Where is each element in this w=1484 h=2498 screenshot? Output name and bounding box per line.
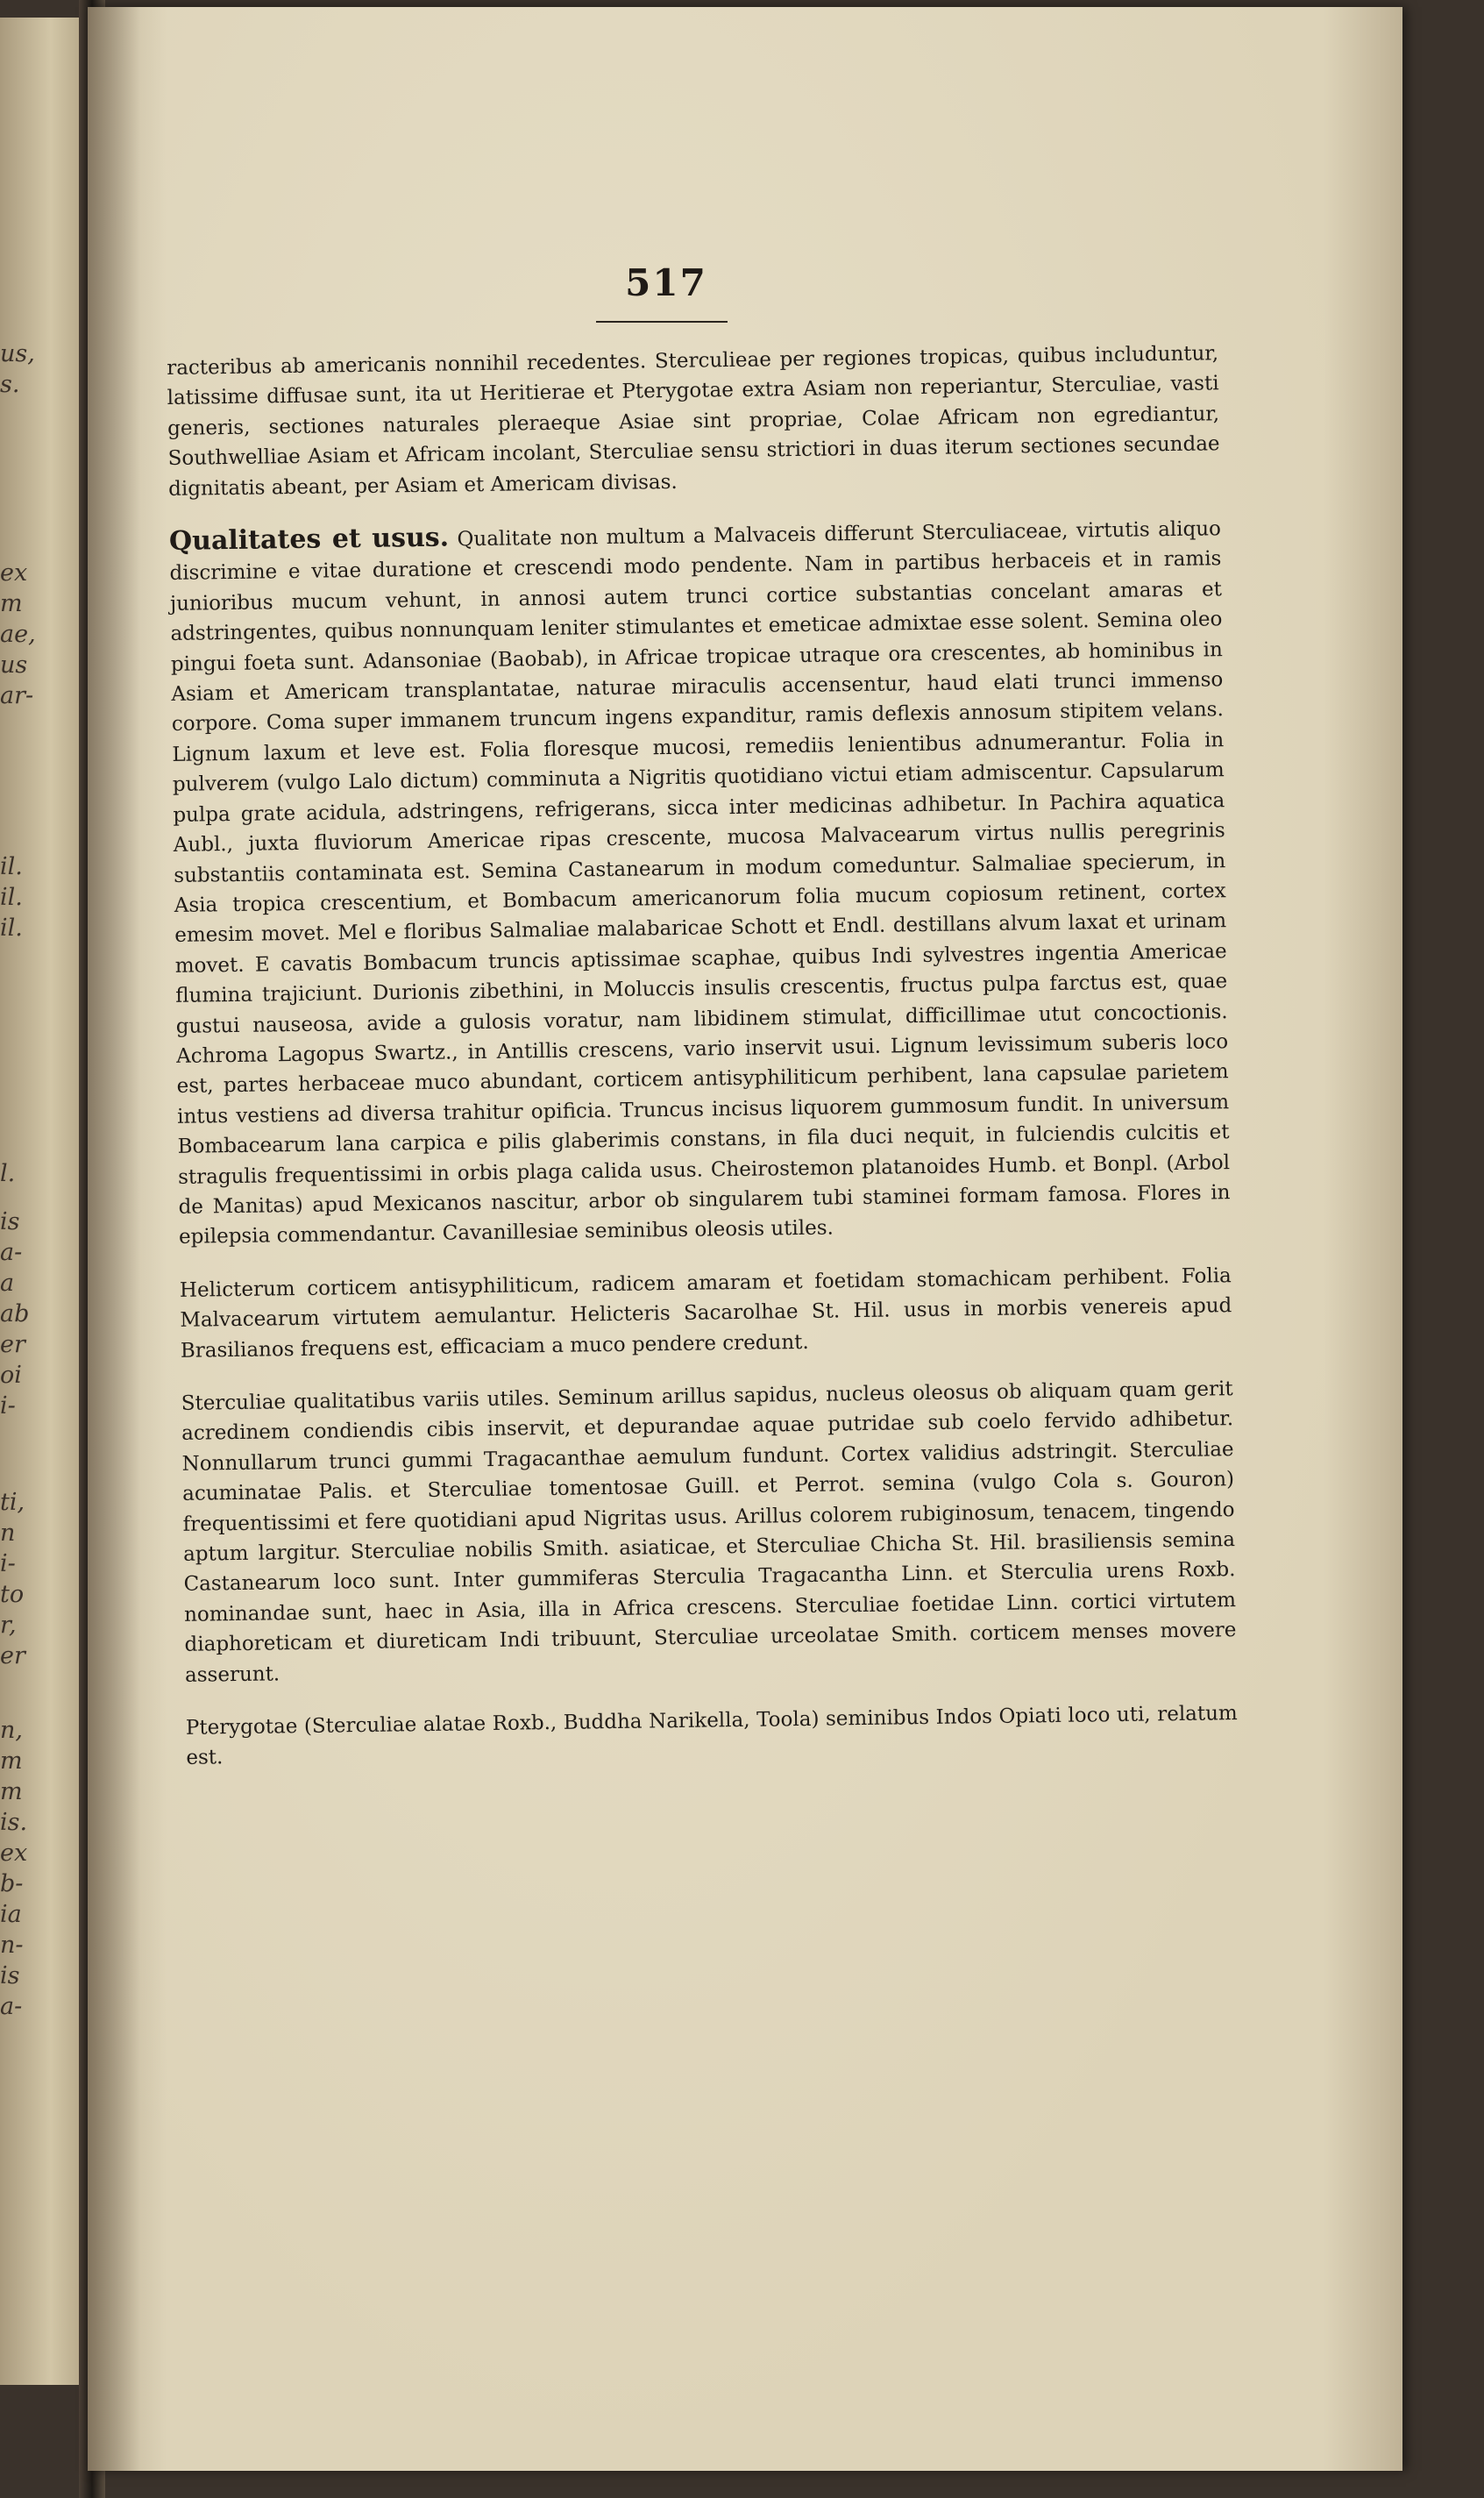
margin-fragment: oi xyxy=(0,1362,22,1389)
margin-fragment: m xyxy=(0,1747,23,1775)
margin-fragment: a xyxy=(0,1270,15,1297)
margin-fragment: ex xyxy=(0,559,28,587)
page-number: 517 xyxy=(625,261,707,304)
paragraph-sterculiae: Sterculiae qualitatibus variis utiles. Seminum arillus sapidus, nucleus oleosus ob aliquam quam gerit acredinem condiendis cibis inservit, et depurandae aquae putridae sub coelo fervido adhibetur. Nonnullarum trunci gummi Tragacanthae aemulum fundunt. Cortex validius adstringit. Sterculiae acuminatae Palis. et Sterculiae tomentosae Guill. et Perrot. semina (vulgo Cola s. Gouron) frequentissimi et fere quotidiani apud Nigritas usus. Arillus colorem rubiginosum, tenacem, tingendo aptum largitur. Sterculiae nobilis Smith. asiaticae, et Sterculiae Chicha St. Hil. brasiliensis semina Castanearum loco sunt. Inter gummiferas Sterculia Tragacantha Linn. et Sterculia urens Roxb. nominandae sunt, haec in Asia, illa in Africa crescens. Sterculiae foetidae Linn. cortici virtutem diaphoreticam et diureticam Indi tribuunt, Sterculiae urceolatae Smith. corticem menses movere asserunt. xyxy=(181,1377,1237,1687)
margin-fragment: ar- xyxy=(0,682,34,709)
margin-fragment: m xyxy=(0,1778,23,1805)
margin-fragment: i- xyxy=(0,1550,16,1577)
spine-shadow xyxy=(88,7,140,2471)
margin-fragment: is xyxy=(0,1208,20,1235)
margin-fragment: il. xyxy=(0,884,23,911)
book-page xyxy=(88,7,1402,2471)
margin-fragment: ab xyxy=(0,1300,30,1327)
margin-fragment: is. xyxy=(0,1809,28,1836)
margin-fragment: ae, xyxy=(0,621,36,648)
margin-fragment: a- xyxy=(0,1993,23,2020)
margin-fragment: r, xyxy=(0,1612,17,1639)
margin-fragment: n xyxy=(0,1519,16,1547)
margin-fragment: is xyxy=(0,1962,20,1989)
body-text xyxy=(167,338,1239,1773)
margin-fragment: ti, xyxy=(0,1489,25,1516)
margin-fragment: n, xyxy=(0,1717,23,1744)
margin-fragment: us, xyxy=(0,340,35,367)
margin-fragment: m xyxy=(0,590,23,617)
margin-fragment: to xyxy=(0,1581,25,1608)
paragraph-text: Qualitate non multum a Malvaceis differunt Sterculiaceae, virtutis aliquo discrimine e vitae duratione et crescendi modo pendente. Nam in partibus herbaceis et in ramis junioribus mucum vehunt, in annosi autem trunci cortice substantias concelant amaras et adstringentes, quibus nonnunquam leniter stimulantes et emeticae admixtae esse solent. Semina oleo pingui foeta sunt. Adansoniae (Baobab), in Africae tropicae utraque ora crescentes, ab hominibus in Asiam et Americam transplantatae, naturae miraculis accensentur, haud elati trunci immenso corpore. Coma super immanem truncum ingens expanditur, ramis deflexis annosum stipitem velans. Lignum laxum et leve est. Folia floresque mucosi, remediis lenientibus adnumerantur. Folia in pulverem (vulgo Lalo dictum) comminuta a Nigritis quotidiano victui etiam admiscentur. Capsularum pulpa grate acidula, adstringens, refrigerans, sicca inter medicinas adhibetur. In Pachira aquatica Aubl., juxta fluviorum Americae ripas crescente, mucosa Malvacearum virtus nullis peregrinis substantiis contaminata est. Semina Castanearum in modum comeduntur. Salmaliae specierum, in Asia tropica crescentium, et Bombacum americanorum folia mucum copiosum retinent, cortex emesim movet. Mel e floribus Salmaliae malabaricae Schott et Endl. destillans alvum laxat et urinam movet. E cavatis Bombacum truncis aptissimae scaphae, quibus Indi sylvestres ingentia Americae flumina trajiciunt. Durionis zibethini, in Moluccis insulis crescentis, fructus pulpa farctus est, quae gustui nauseosa, avide a gulosis voratur, nam libidinem stimulat, difficillimae utut concoctionis. Achroma Lagopus Swartz., in Antillis crescens, vario inservit usui. Lignum levissimum suberis loco est, partes herbaceae muco abundant, corticem antisyphiliticum perhibent, lana capsulae parietem intus vestiens ad diversa trahitur opificia. Truncus incisus liquorem gummosum fundit. In universum Bombacearum lana carpica e pilis glaberimis constans, in fila duci nequit, in fulciendis culcitis et stragulis frequentissimi in orbis plaga calida usus. Cheirostemon platanoides Humb. et Bonpl. (Arbol de Manitas) apud Mexicanos nascitur, arbor ob singularem tubi staminei formam famosa. Flores in epilepsia commendantur. Cavanillesiae seminibus oleosis utiles. xyxy=(169,517,1231,1249)
header-rule xyxy=(596,321,728,323)
margin-fragment: ex xyxy=(0,1840,28,1867)
margin-fragment: i- xyxy=(0,1392,16,1420)
paragraph-distribution: racteribus ab americanis nonnihil recedentes. Sterculieae per regiones tropicas, quibus includuntur, latissime diffusae sunt, ita ut Heritierae et Pterygotae extra Asiam non reperiantur, Sterculiae, vasti generis, sectiones naturales pleraeque Asiae sint propriae, Colae Africam non egrediantur, Southwelliae Asiam et Africam incolant, Sterculiae sensu strictiori in duas iterum sectiones secundae dignitatis abeant, per Asiam et Americam divisas. xyxy=(167,342,1220,501)
paragraph-qualitates xyxy=(169,512,1231,1252)
margin-fragment: a- xyxy=(0,1239,23,1266)
margin-fragment: n- xyxy=(0,1932,24,1959)
margin-fragment: l. xyxy=(0,1160,16,1187)
margin-fragment: il. xyxy=(0,915,23,942)
margin-fragment: ia xyxy=(0,1901,22,1928)
section-lead-in: Qualitates et usus. xyxy=(168,522,450,558)
paragraph-helicteres: Helicterum corticem antisyphiliticum, radicem amaram et foetidam stomachicam perhibent. Folia Malvacearum virtutem aemulantur. Helicteris Sacarolhae St. Hil. usus in morbis venereis apud Brasilianos frequens est, efficaciam a muco pendere credunt. xyxy=(179,1263,1232,1363)
paragraph-pterygotae: Pterygotae (Sterculiae alatae Roxb., Buddha Narikella, Toola) seminibus Indos Opiati loco uti, relatum est. xyxy=(185,1702,1238,1770)
margin-fragment: b- xyxy=(0,1870,24,1897)
margin-fragment: er xyxy=(0,1331,25,1358)
margin-fragment: er xyxy=(0,1642,25,1669)
margin-fragment: us xyxy=(0,651,28,679)
margin-fragment: il. xyxy=(0,853,23,880)
margin-fragment: s. xyxy=(0,371,20,398)
